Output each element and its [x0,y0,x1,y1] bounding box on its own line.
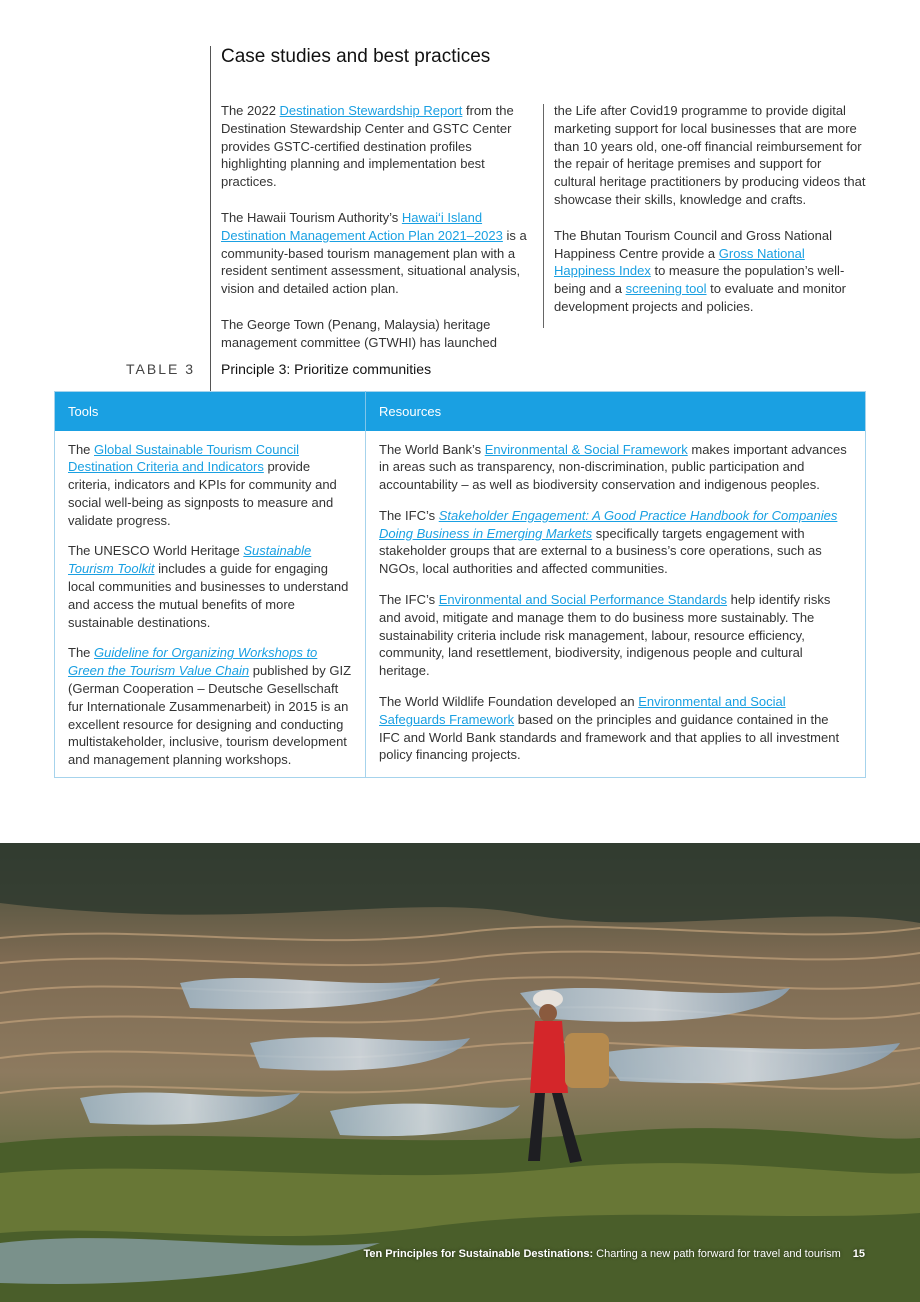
sustainable-tourism-toolkit-link[interactable]: Sustainable Tourism Toolkit [68,543,312,577]
destination-stewardship-report-link[interactable]: Destination Stewardship Report [279,103,463,118]
table-caption-label: TABLE 3 [126,361,195,377]
gstc-criteria-link[interactable]: Global Sustainable Tourism Council Destination Criteria and Indicators [68,441,299,475]
text-run: The George Town (Penang, Malaysia) heritage management committee (GTWHI) has launched [221,316,497,350]
intro-paragraph [221,102,537,191]
text-run: The World Wildlife Foundation developed an [379,694,639,710]
text-run: to measure the population’s well-being and a [554,263,845,297]
table-row [55,431,866,778]
intro-column-right [554,102,866,334]
tool-entry [68,441,352,530]
text-run: The IFC’s [379,507,439,523]
text-run: The 2022 [221,103,280,118]
wwf-safeguards-framework-link[interactable]: Environmental and Social Safeguards Framework [379,694,786,727]
footer-title: Ten Principles for Sustainable Destinations: [363,1248,594,1260]
world-bank-framework-link[interactable]: Environmental & Social Framework [484,441,688,457]
text-run: provide criteria, indicators and KPIs for community and social well-being as signposts to measure and validate progress. [68,459,337,528]
rice-terraces-photo [0,843,920,1302]
intro-paragraph [221,316,537,352]
footer-subtitle: Charting a new path forward for travel and tourism [593,1248,841,1260]
resource-entry [379,693,852,764]
intro-paragraph [554,102,866,209]
text-run: published by GIZ (German Cooperation – Deutsche Gesellschaft fur Internationale Zusammenarbeit) in 2015 is an excellent resource for designing and conducting multistakeholder, inclusive, tourism development and management planning workshops. [68,663,352,768]
screening-tool-link[interactable]: screening tool [625,281,707,297]
text-run: help identify risks and avoid, mitigate and manage them to do business more sustainably. The sustainability criteria include risk management, labour, resource efficiency, community, land resettlement, biodiversity, indigenous people and cultural heritage. [379,592,831,679]
text-run: includes a guide for engaging local communities and businesses to understand and access the mutual benefits of more sustainable destinations. [68,561,349,630]
text-run: is a community-based tourism management plan with a resident sentiment assessment, situational analysis, vision and detailed action plan. [221,227,527,297]
tool-entry [68,542,352,631]
section-heading: Case studies and best practices [221,46,491,67]
table-header-row [55,392,866,431]
terraces-illustration [0,843,920,1302]
tool-entry [68,644,352,769]
text-run: The UNESCO World Heritage [68,543,244,559]
text-run: The World Bank’s [379,441,485,457]
text-run: the Life after Covid19 programme to provide digital marketing support for local businesses that are more than 10 years old, one-off financial reimbursement for the repair of heritage premises and support for cultural heritage practitioners by producing videos that showcase their skills, knowledge and crafts. [554,103,866,207]
resource-entry [379,591,852,680]
text-run: The Bhutan Tourism Council and Gross National Happiness Centre provide a [554,227,832,261]
principle-table [54,391,866,778]
hawaii-action-plan-link[interactable]: Hawai‘i Island Destination Management Action Plan 2021–2023 [221,209,503,243]
ifc-performance-standards-link[interactable]: Environmental and Social Performance Standards [438,592,728,608]
text-run: The [68,645,95,661]
tools-column-header: Tools [55,392,366,431]
section-rule [210,46,211,391]
text-run: makes important advances in areas such as transparency, non-discrimination, public participation and accountability – as well as biodiversity conservation and indigenous peoples. [379,441,847,493]
text-run: The IFC’s [379,592,439,608]
tools-cell [55,431,366,778]
text-run: specifically targets engagement with stakeholder groups that are external to a business’s core operations, such as NGOs, local authorities and affected communities. [379,525,822,577]
resource-entry [379,507,852,578]
page-footer [364,1248,866,1260]
intro-paragraph [221,209,537,298]
column-divider [543,104,544,328]
intro-paragraph [554,227,866,316]
text-run: to evaluate and monitor development projects and policies. [554,281,847,314]
intro-column-left [221,102,537,370]
gross-national-happiness-index-link[interactable]: Gross National Happiness Index [554,245,805,279]
giz-workshop-guideline-link[interactable]: Guideline for Organizing Workshops to Green the Tourism Value Chain [68,645,318,679]
resources-column-header: Resources [366,392,866,431]
text-run: from the Destination Stewardship Center and GSTC Center provides GSTC-certified destination profiles highlighting planning and implementation best practices. [221,103,514,190]
table-caption-title: Principle 3: Prioritize communities [221,361,432,377]
text-run: The Hawaii Tourism Authority’s [221,209,402,225]
ifc-stakeholder-handbook-link[interactable]: Stakeholder Engagement: A Good Practice Handbook for Companies Doing Business in Emerging Markets [379,507,838,541]
text-run: based on the principles and guidance contained in the IFC and World Bank standards and framework and that applies to all investment policy financing projects. [379,711,840,763]
text-run: The [68,441,95,457]
resources-cell [366,431,866,778]
resource-entry [379,441,852,494]
page-number: 15 [852,1248,865,1260]
